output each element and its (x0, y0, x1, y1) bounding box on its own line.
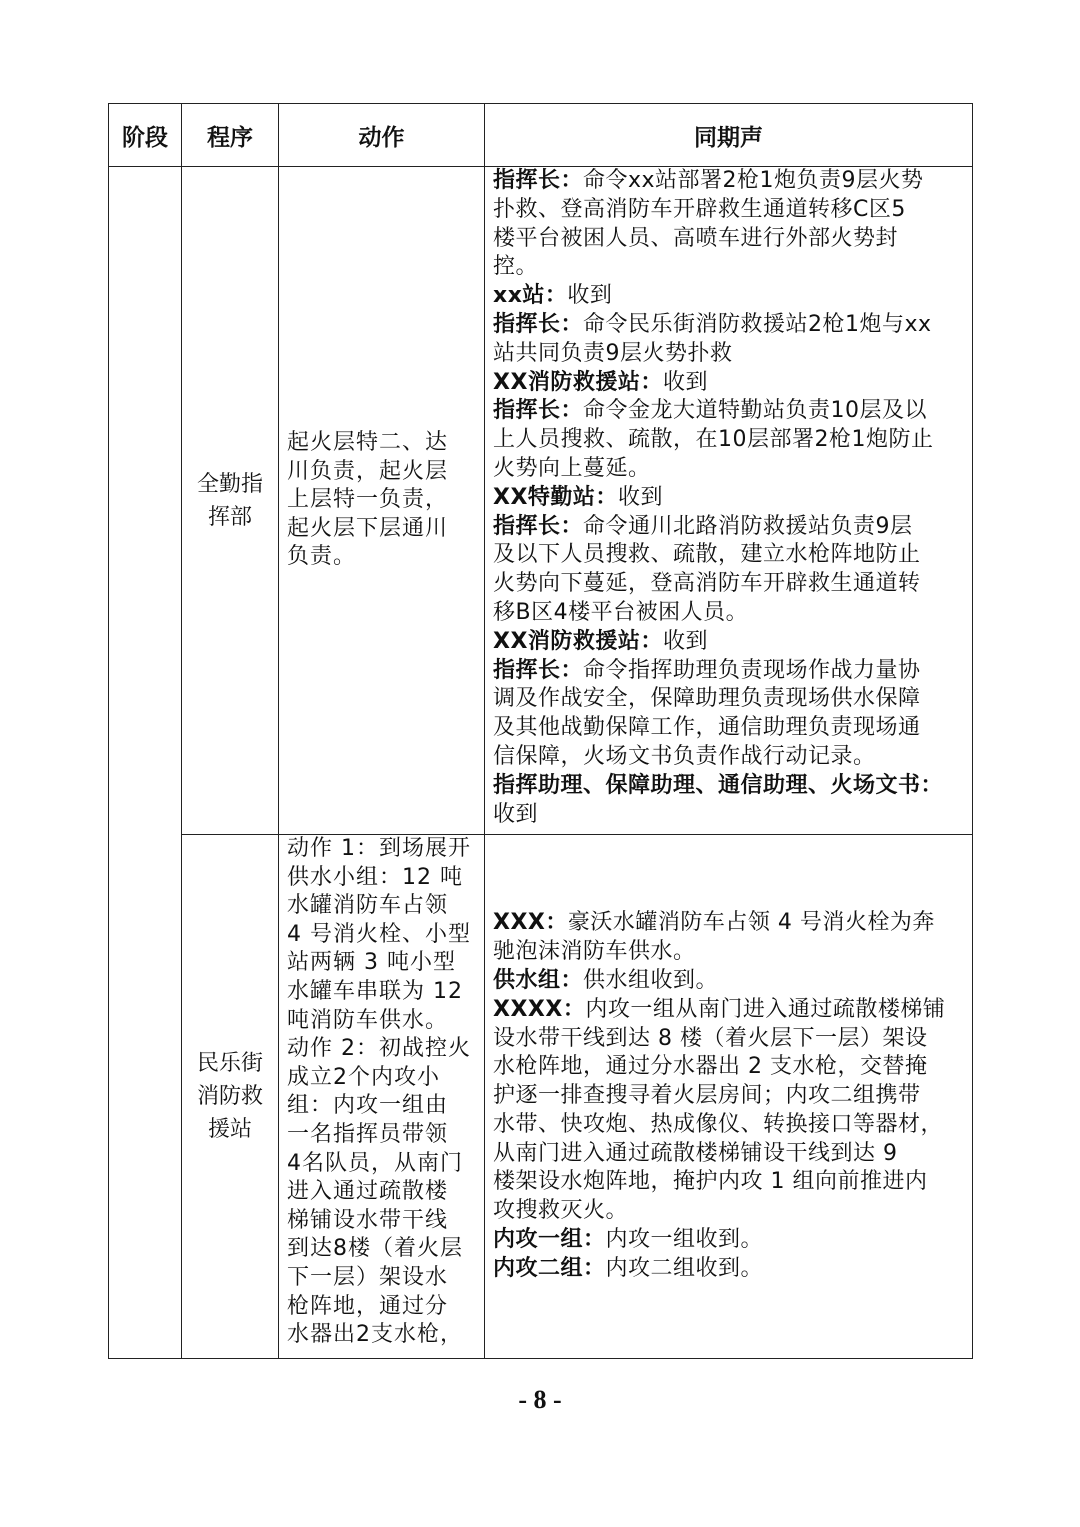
speaker-label: XXX： (493, 910, 568, 936)
speech-text: 从南门进入通过疏散楼梯铺设干线到达 9 (493, 1140, 898, 1166)
speech-line (493, 484, 964, 513)
speech-line (493, 426, 964, 455)
speech-line (493, 909, 964, 938)
cell-text-line: 民乐街 (196, 1051, 263, 1076)
speech-text: 内攻一组从南门进入通过疏散楼梯铺 (585, 996, 946, 1022)
speech-line (493, 570, 964, 599)
speaker-label: XXXX： (493, 996, 586, 1022)
speech-line (493, 1255, 964, 1284)
speech-line (493, 657, 964, 686)
speech-text: 内攻一组收到。 (605, 1227, 764, 1253)
speech-line (493, 801, 964, 830)
speech-text: 豪沃水罐消防车占领 4 号消火栓为奔 (567, 910, 935, 936)
scenario-table (108, 103, 973, 1359)
speech-line (493, 513, 964, 542)
speech-text: 攻搜救灭火。 (493, 1198, 629, 1224)
speech-line (493, 743, 964, 772)
speech-line (493, 225, 964, 254)
cell-text-line: 消防救 (196, 1084, 263, 1109)
action-cell (279, 167, 485, 835)
cell-text-line: 川负责，起火层 (287, 458, 449, 484)
cell-text-line: 援站 (207, 1117, 252, 1142)
speaker-label: XX特勤站： (493, 484, 618, 510)
speech-text: 内攻二组收到。 (605, 1255, 764, 1281)
speaker-label: xx站： (493, 283, 568, 309)
cell-text-line: 上层特一负责， (287, 487, 449, 513)
cell-text-line: 梯铺设水带干线 (287, 1207, 449, 1233)
speech-text: 楼架设水炮阵地，掩护内攻 1 组向前推进内 (493, 1169, 928, 1195)
speech-line (493, 628, 964, 657)
speech-text: 命令xx站部署2枪1炮负责9层火势 (583, 168, 924, 193)
speech-text: 命令指挥助理负责现场作战力量协 (583, 657, 921, 683)
speech-line (493, 1197, 964, 1226)
cell-text-line: 4名队员，从南门 (287, 1150, 463, 1176)
speech-text: 收到 (662, 628, 708, 654)
cell-text-line: 到达8楼（着火层 (287, 1236, 463, 1262)
cell-text-line: 挥部 (207, 504, 252, 530)
speaker-label: 内攻二组： (493, 1255, 606, 1281)
speech-line (493, 340, 964, 369)
page-number: - 8 - (518, 1385, 562, 1414)
speech-line (493, 1053, 964, 1082)
speech-line (493, 996, 964, 1025)
cell-text-line: 水罐消防车占领 (287, 893, 449, 919)
cell-text-line: 站两辆 3 吨小型 (287, 950, 456, 976)
speaker-label: 指挥长： (493, 657, 584, 683)
action-cell (279, 835, 485, 1359)
speech-line (493, 369, 964, 398)
speech-text: 收到 (617, 484, 663, 510)
table-row (109, 167, 973, 835)
speech-cell (485, 167, 973, 835)
speech-cell (485, 835, 973, 1359)
speech-text: 火势向下蔓延，登高消防车开辟救生通道转 (493, 571, 921, 597)
speech-line (493, 1140, 964, 1169)
speech-text: 设水带干线到达 8 楼（着火层下一层）架设 (493, 1025, 928, 1051)
cell-text-line: 水罐车串联为 12 (287, 978, 463, 1004)
speech-line (493, 1226, 964, 1255)
speech-line (493, 1111, 964, 1140)
speech-text: 及以下人员搜救、疏散，建立水枪阵地防止 (493, 542, 921, 568)
cell-text-line: 起火层下层通川 (287, 515, 449, 541)
speech-text: 信保障，火场文书负责作战行动记录。 (493, 743, 876, 769)
header-action: 动作 (279, 104, 485, 167)
speech-line (493, 397, 964, 426)
speaker-label: 供水组： (493, 967, 584, 993)
header-procedure: 程序 (182, 104, 279, 167)
speech-text: 水带、快攻炮、热成像仪、转换接口等器材， (493, 1111, 944, 1137)
header-speech: 同期声 (485, 104, 973, 167)
cell-text-line: 动作 2：初战控火 (287, 1036, 471, 1062)
speech-line (493, 253, 964, 282)
speech-text: 驰泡沫消防车供水。 (493, 939, 696, 965)
speech-line (493, 455, 964, 484)
procedure-cell (182, 835, 279, 1359)
cell-text-line: 全勤指 (196, 471, 263, 497)
speech-text: 收到 (662, 369, 708, 395)
speaker-label: 指挥助理、保障助理、通信助理、火场文书： (493, 772, 944, 798)
speech-line (493, 714, 964, 743)
speech-text: 扑救、登高消防车开辟救生通道转移C区5 (493, 196, 906, 222)
speech-text: 楼平台被困人员、高喷车进行外部火势封 (493, 225, 899, 251)
cell-text-line: 起火层特二、达 (287, 430, 449, 456)
cell-text-line: 4 号消火栓、小型 (287, 921, 471, 947)
cell-text-line: 一名指挥员带领 (287, 1121, 449, 1147)
speech-text: 水枪阵地，通过分水器出 2 支水枪，交替掩 (493, 1054, 928, 1080)
speech-text: 命令民乐街消防救援站2枪1炮与xx (583, 311, 932, 337)
speech-text: 移B区4楼平台被困人员。 (493, 599, 749, 625)
speech-line (493, 196, 964, 225)
speech-text: 控。 (493, 254, 539, 280)
speaker-label: 指挥长： (493, 168, 584, 193)
speech-line (493, 541, 964, 570)
table-header-row (109, 104, 973, 167)
speech-line (493, 772, 964, 801)
speech-text: 火势向上蔓延。 (493, 455, 651, 481)
speech-line (493, 1168, 964, 1197)
cell-text-line: 供水小组：12 吨 (287, 864, 463, 890)
speech-text: 命令通川北路消防救援站负责9层 (583, 513, 913, 539)
speaker-label: 内攻一组： (493, 1227, 606, 1253)
cell-text-line: 吨消防车供水。 (287, 1007, 449, 1033)
speech-text: 护逐一排查搜寻着火层房间；内攻二组携带 (493, 1083, 921, 1109)
cell-text-line: 水器出2支水枪， (287, 1322, 463, 1348)
cell-text-line: 下一层）架设水 (287, 1264, 449, 1290)
cell-text-line: 动作 1：到场展开 (287, 836, 471, 861)
speech-text: 收到 (567, 283, 613, 309)
speech-line (493, 311, 964, 340)
speech-text: 上人员搜救、疏散，在10层部署2枪1炮防止 (493, 427, 934, 453)
speech-line (493, 1025, 964, 1054)
table-row (109, 835, 973, 1359)
speech-line (493, 685, 964, 714)
speaker-label: 指挥长： (493, 311, 584, 337)
speech-line (493, 938, 964, 967)
speech-line (493, 167, 964, 196)
speaker-label: 指挥长： (493, 513, 584, 539)
speech-text: 站共同负责9层火势扑救 (493, 340, 733, 366)
speaker-label: XX消防救援站： (493, 369, 663, 395)
speech-text: 命令金龙大道特勤站负责10层及以 (583, 398, 928, 424)
speech-text: 供水组收到。 (583, 967, 719, 993)
speaker-label: XX消防救援站： (493, 628, 663, 654)
speaker-label: 指挥长： (493, 398, 584, 424)
header-stage: 阶段 (109, 104, 182, 167)
cell-text-line: 成立2个内攻小 (287, 1064, 440, 1090)
cell-text-line: 枪阵地，通过分 (287, 1293, 449, 1319)
speech-line (493, 282, 964, 311)
speech-text: 及其他战勤保障工作，通信助理负责现场通 (493, 715, 921, 741)
cell-text-line: 组：内攻一组由 (287, 1093, 449, 1119)
speech-line (493, 599, 964, 628)
cell-text-line: 进入通过疏散楼 (287, 1179, 449, 1205)
stage-cell (109, 167, 182, 1359)
speech-text: 收到 (493, 801, 539, 827)
speech-line (493, 967, 964, 996)
speech-line (493, 1082, 964, 1111)
cell-text-line: 负责。 (287, 544, 357, 570)
procedure-cell (182, 167, 279, 835)
speech-text: 调及作战安全，保障助理负责现场供水保障 (493, 686, 921, 712)
